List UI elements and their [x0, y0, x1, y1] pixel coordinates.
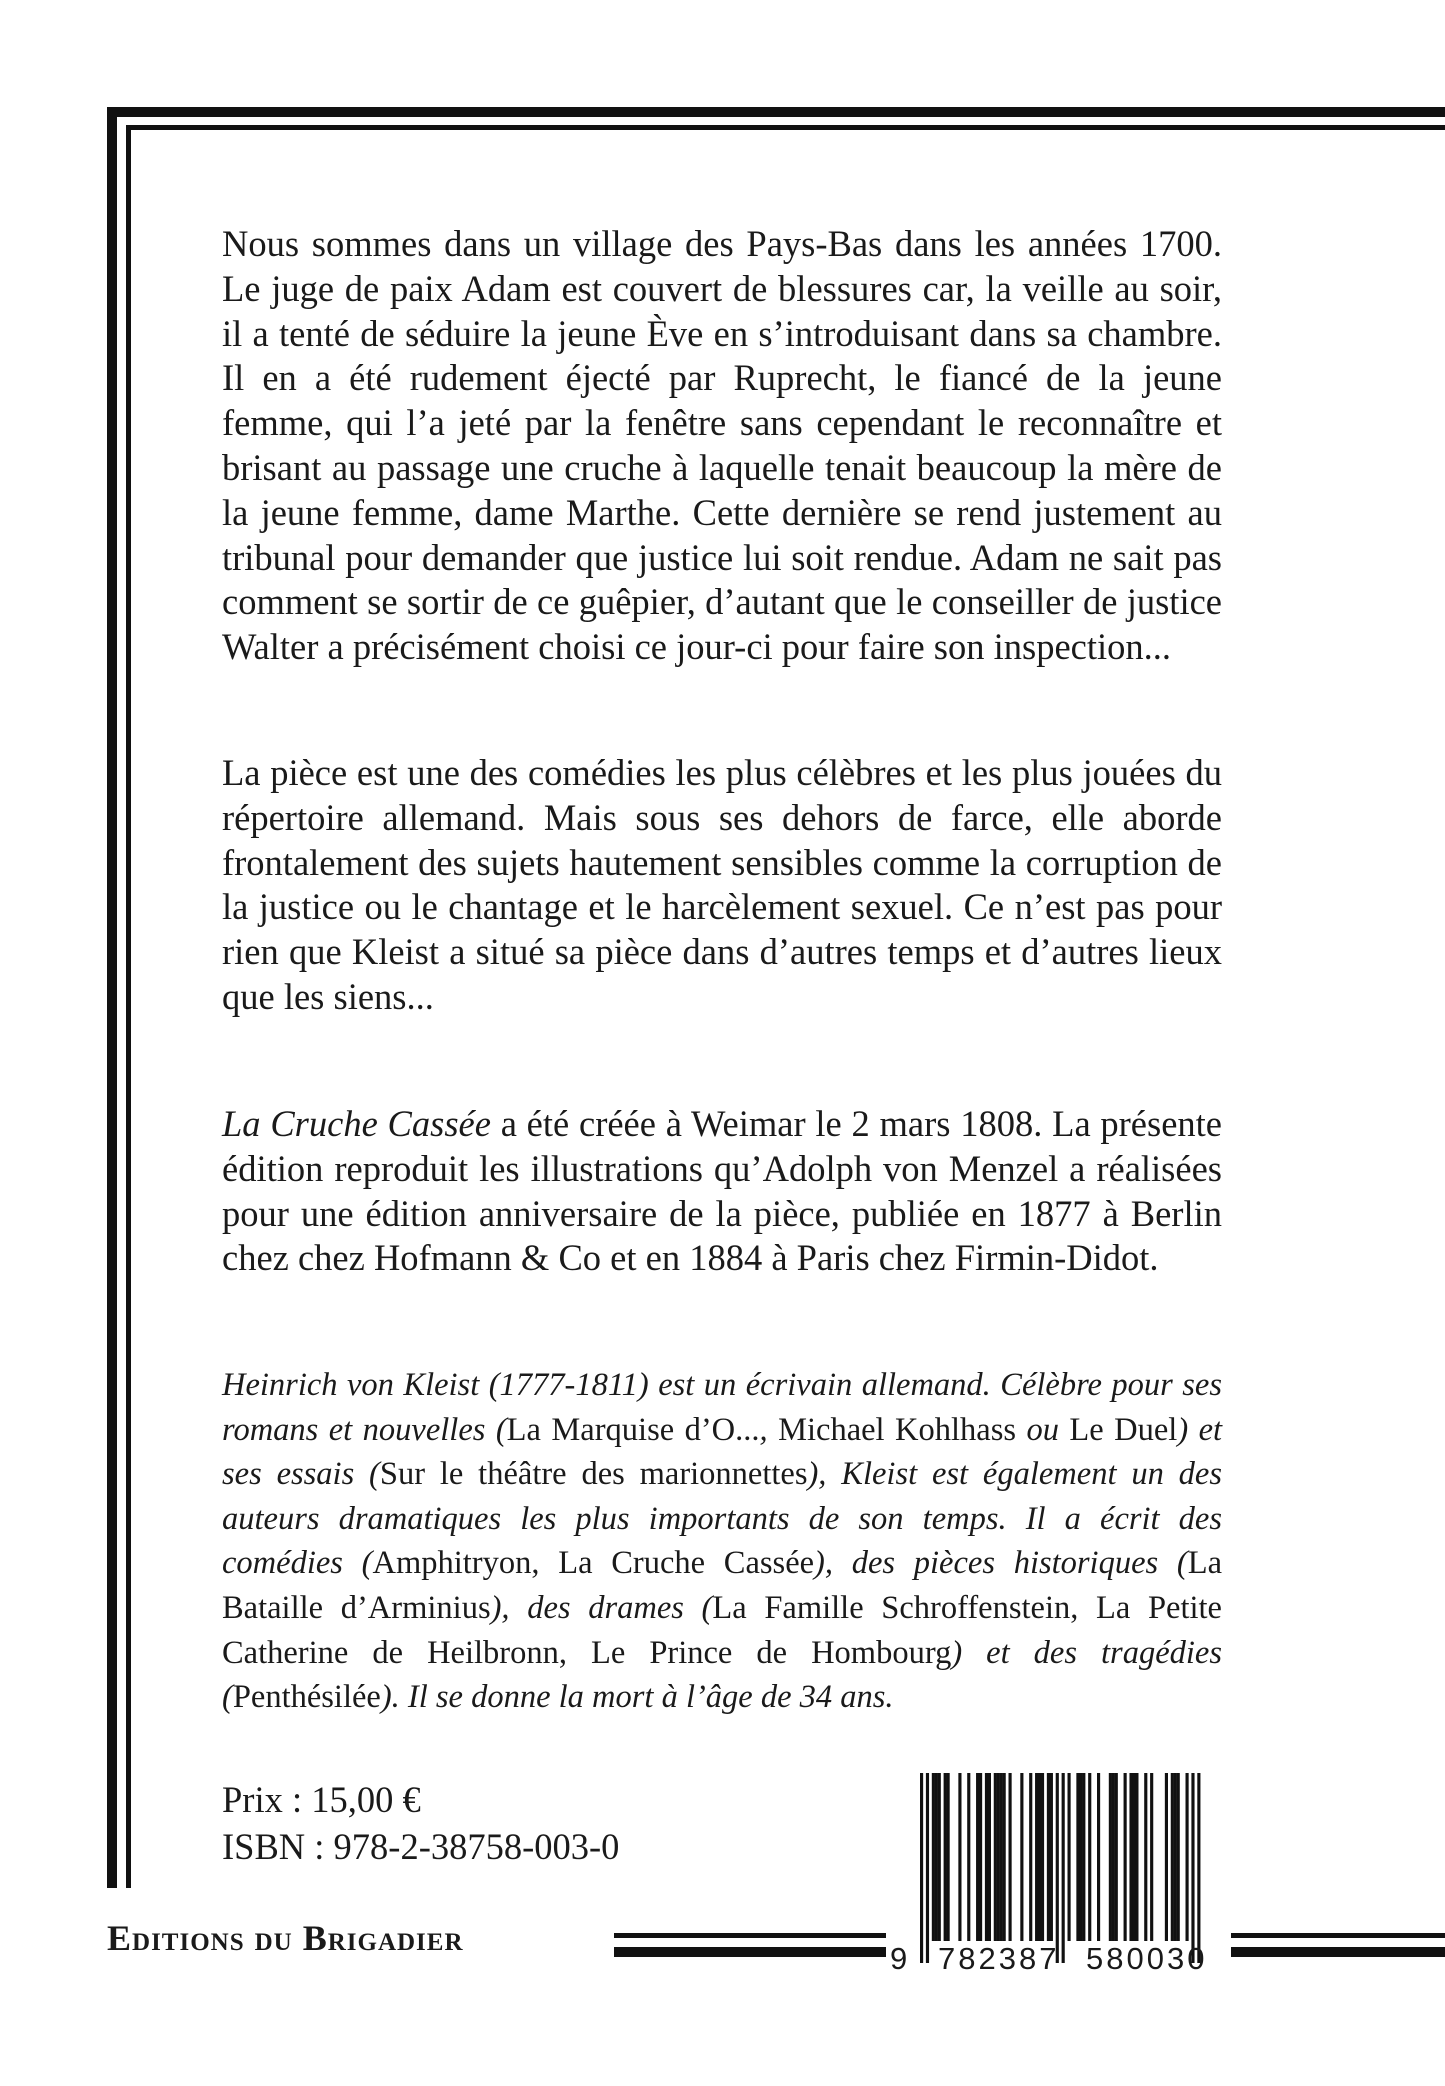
barcode-bar — [1165, 1773, 1168, 1941]
barcode-bar — [1020, 1773, 1023, 1941]
barcode-right-group: 580030 — [1086, 1941, 1208, 1976]
theme-paragraph — [222, 751, 1222, 1020]
bio-text: Heinrich von Kleist (1777-1811) est un écrivain allemand. Célèbre pour ses romans et nouvelles ( — [222, 1367, 1222, 1448]
barcode-left-group: 782387 — [938, 1941, 1060, 1976]
bio-text: , — [759, 1411, 779, 1448]
barcode-bar — [1177, 1773, 1180, 1941]
barcode-bar — [994, 1773, 997, 1941]
work-title: La Famille Schroffenstein, La Petite Catherine de Heilbronn, Le Prince de Hombourg — [222, 1589, 1222, 1671]
barcode-bar — [1000, 1773, 1003, 1941]
creation-text: a été créée à Weimar le 2 mars 1808. La présente édition reproduit les illustrations qu’Adolph von Menzel a réalisées pour une édition anniversaire de la pièce, publiée en 1877 à Berlin chez chez Hofmann & Co et en 1884 à Paris chez Firmin-Didot. — [222, 1103, 1223, 1279]
barcode-bar — [1050, 1773, 1053, 1941]
isbn: ISBN : 978-2-38758-003-0 — [222, 1826, 620, 1867]
barcode-bar — [958, 1773, 961, 1941]
frame-top-inner — [126, 125, 1445, 130]
barcode-bar — [1062, 1773, 1065, 1963]
barcode-bar — [1144, 1773, 1147, 1941]
creation-paragraph — [222, 1102, 1222, 1281]
barcode-bar — [1191, 1773, 1194, 1963]
work-title: La Marquise d’O... — [506, 1411, 760, 1448]
barcode-bar — [1174, 1773, 1177, 1941]
barcode-bar — [1047, 1773, 1050, 1941]
barcode-bar — [1088, 1773, 1091, 1941]
barcode-bar — [1068, 1773, 1071, 1941]
work-title: Penthésilée — [232, 1679, 381, 1716]
frame-top-outer — [107, 107, 1445, 117]
barcode-bar — [1150, 1773, 1153, 1941]
barcode-bar — [1135, 1773, 1138, 1941]
barcode-bar — [1035, 1773, 1038, 1941]
barcode-bar — [1129, 1773, 1132, 1941]
play-title: La Cruche Cassée — [222, 1103, 491, 1144]
barcode-bar — [1186, 1773, 1189, 1941]
barcode-bar — [935, 1773, 938, 1941]
barcode-bar — [1029, 1773, 1032, 1941]
barcode-bar — [1041, 1773, 1044, 1941]
price-isbn-block — [222, 1776, 619, 1870]
barcode-bar — [1097, 1773, 1100, 1941]
barcode-bar — [1197, 1773, 1200, 1963]
barcode-bar — [947, 1773, 950, 1941]
bio-text: ou — [1016, 1411, 1070, 1448]
price: Prix : 15,00 € — [222, 1779, 421, 1820]
publisher-name: Editions du Brigadier — [107, 1918, 464, 1958]
barcode-bar — [1171, 1773, 1174, 1941]
frame-left-inner — [126, 125, 131, 1888]
barcode-bar — [976, 1773, 979, 1941]
bio-text: ), des pièces historiques ( — [814, 1545, 1188, 1582]
barcode-bar — [926, 1773, 929, 1963]
author-bio — [222, 1363, 1222, 1720]
bio-text: ), des drames ( — [490, 1589, 713, 1626]
barcode-bar — [997, 1773, 1000, 1941]
bio-text: ) et des tragédies ( — [222, 1634, 1222, 1716]
barcode-bar — [1132, 1773, 1135, 1941]
barcode-bar — [1112, 1773, 1115, 1941]
barcode-bar — [1003, 1773, 1006, 1941]
isbn-barcode — [886, 1773, 1231, 1985]
barcode-bar — [1124, 1773, 1127, 1941]
barcode-bar — [1009, 1773, 1012, 1941]
barcode-bar — [944, 1773, 947, 1941]
work-title: Le Duel — [1069, 1411, 1178, 1448]
barcode-bar — [1109, 1773, 1112, 1941]
bio-text: ). Il se donne la mort à l’âge de 34 ans. — [380, 1679, 894, 1716]
frame-left-outer — [107, 107, 117, 1888]
barcode-bar — [920, 1773, 923, 1963]
barcode-bar — [1056, 1773, 1059, 1963]
barcode-bar — [1038, 1773, 1041, 1941]
barcode-bar — [1076, 1773, 1079, 1941]
bio-text: ), Kleist est également un des auteurs dramatiques les plus importants de son temps. Il a écrit des comédies ( — [222, 1456, 1222, 1582]
barcode-digits — [886, 1941, 1231, 1981]
barcode-bar — [1079, 1773, 1082, 1941]
barcode-bar — [1082, 1773, 1085, 1941]
barcode-bar — [979, 1773, 982, 1941]
synopsis-paragraph — [222, 222, 1222, 670]
work-title: La Bataille d’Arminius — [222, 1545, 1222, 1626]
work-title: Amphitryon, La Cruche Cassée — [372, 1545, 815, 1582]
synopsis-text: Nous sommes dans un village des Pays-Bas dans les années 1700. Le juge de paix Adam est couvert de blessures car, la veille au soir, il a tenté de séduire la jeune Ève en s’introduisant dans sa chambre. Il en a été rudement éjecté par Ruprecht, le fiancé de la jeune femme, qui l’a jeté par la fenêtre sans cependant le reconnaître et brisant au passage une cruche à laquelle tenait beaucoup la mère de la jeune femme, dame Marthe. Cette dernière se rend justement au tribunal pour demander que justice lui soit rendue. Adam ne sait pas comment se sortir de ce guêpier, d’autant que le conseiller de justice Walter a précisément choisi ce jour-ci pour faire son inspection... — [222, 223, 1222, 668]
work-title: Michael Kohlhass — [778, 1411, 1016, 1448]
work-title: Sur le théâtre des marionnettes — [379, 1456, 808, 1493]
barcode-bar — [967, 1773, 970, 1941]
barcode-bar — [1115, 1773, 1118, 1941]
bio-text: ) et ses essais ( — [222, 1411, 1223, 1493]
barcode-bar — [988, 1773, 991, 1941]
barcode-first-digit: 9 — [890, 1941, 908, 1976]
barcode-bar — [932, 1773, 935, 1941]
barcode-bar — [938, 1773, 941, 1941]
theme-text: La pièce est une des comédies les plus célèbres et les plus jouées du répertoire allemand. Mais sous ses dehors de farce, elle aborde frontalement des sujets hautement sensibles comme la corruption de la justice ou le chantage et le harcèlement sexuel. Ce n’est pas pour rien que Kleist a situé sa pièce dans d’autres temps et d’autres lieux que les siens... — [222, 752, 1222, 1017]
barcode-bar — [985, 1773, 988, 1941]
